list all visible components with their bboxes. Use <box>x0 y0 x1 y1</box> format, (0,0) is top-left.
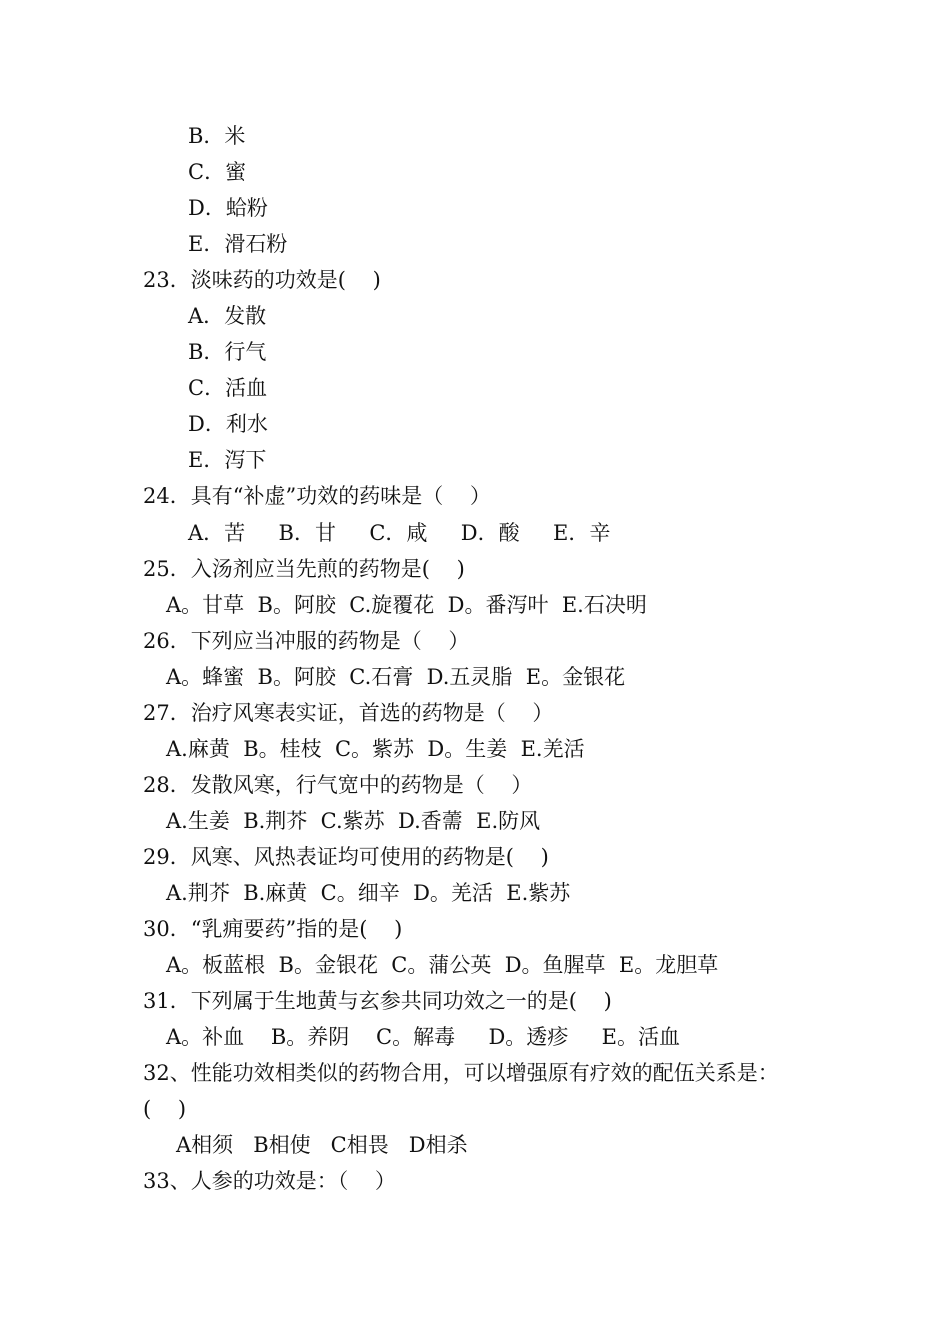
q29-options: A.荆芥 B.麻黄 C。细辛 D。羌活 E.紫苏 <box>166 881 571 905</box>
question-23: 23．淡味药的功效是( ) <box>143 268 381 292</box>
q31-options: A。补血 B。养阴 C。解毒 D。透疹 E。活血 <box>166 1025 680 1049</box>
q23-option-a: A．发散 <box>188 304 267 328</box>
question-27: 27．治疗风寒表实证，首选的药物是（ ） <box>143 701 554 725</box>
q22-option-e: E．滑石粉 <box>188 232 288 256</box>
q25-options: A。甘草 B。阿胶 C.旋覆花 D。番泻叶 E.石决明 <box>166 593 647 617</box>
question-33: 33、人参的功效是：（ ） <box>143 1169 396 1193</box>
question-30: 30．“乳痈要药”指的是( ) <box>143 917 403 941</box>
q28-options: A.生姜 B.荆芥 C.紫苏 D.香薷 E.防风 <box>166 809 541 833</box>
q24-options: A．苦 B．甘 C．咸 D．酸 E．辛 <box>188 521 611 545</box>
question-31: 31．下列属于生地黄与玄参共同功效之一的是( ) <box>143 989 612 1013</box>
question-26: 26．下列应当冲服的药物是（ ） <box>143 629 470 653</box>
q23-option-e: E．泻下 <box>188 448 267 472</box>
q32-options: A相须 B相使 C相畏 D相杀 <box>176 1133 468 1157</box>
question-32: 32、性能功效相类似的药物合用，可以增强原有疗效的配伍关系是： <box>143 1061 779 1085</box>
q23-option-d: D．利水 <box>188 412 268 436</box>
q26-options: A。蜂蜜 B。阿胶 C.石膏 D.五灵脂 E。金银花 <box>166 665 626 689</box>
question-25: 25．入汤剂应当先煎的药物是( ) <box>143 557 465 581</box>
question-28: 28．发散风寒，行气宽中的药物是（ ） <box>143 773 533 797</box>
q27-options: A.麻黄 B。桂枝 C。紫苏 D。生姜 E.羌活 <box>166 737 585 761</box>
q22-option-c: C．蜜 <box>188 160 247 184</box>
q22-option-b: B．米 <box>188 124 246 148</box>
question-32-continuation: ( ) <box>143 1097 187 1121</box>
q30-options: A。板蓝根 B。金银花 C。蒲公英 D。鱼腥草 E。龙胆草 <box>166 953 719 977</box>
q22-option-d: D．蛤粉 <box>188 196 268 220</box>
question-29: 29．风寒、风热表证均可使用的药物是( ) <box>143 845 549 869</box>
question-24: 24．具有“补虚”功效的药味是（ ） <box>143 484 491 508</box>
q23-option-c: C．活血 <box>188 376 268 400</box>
q23-option-b: B．行气 <box>188 340 267 364</box>
